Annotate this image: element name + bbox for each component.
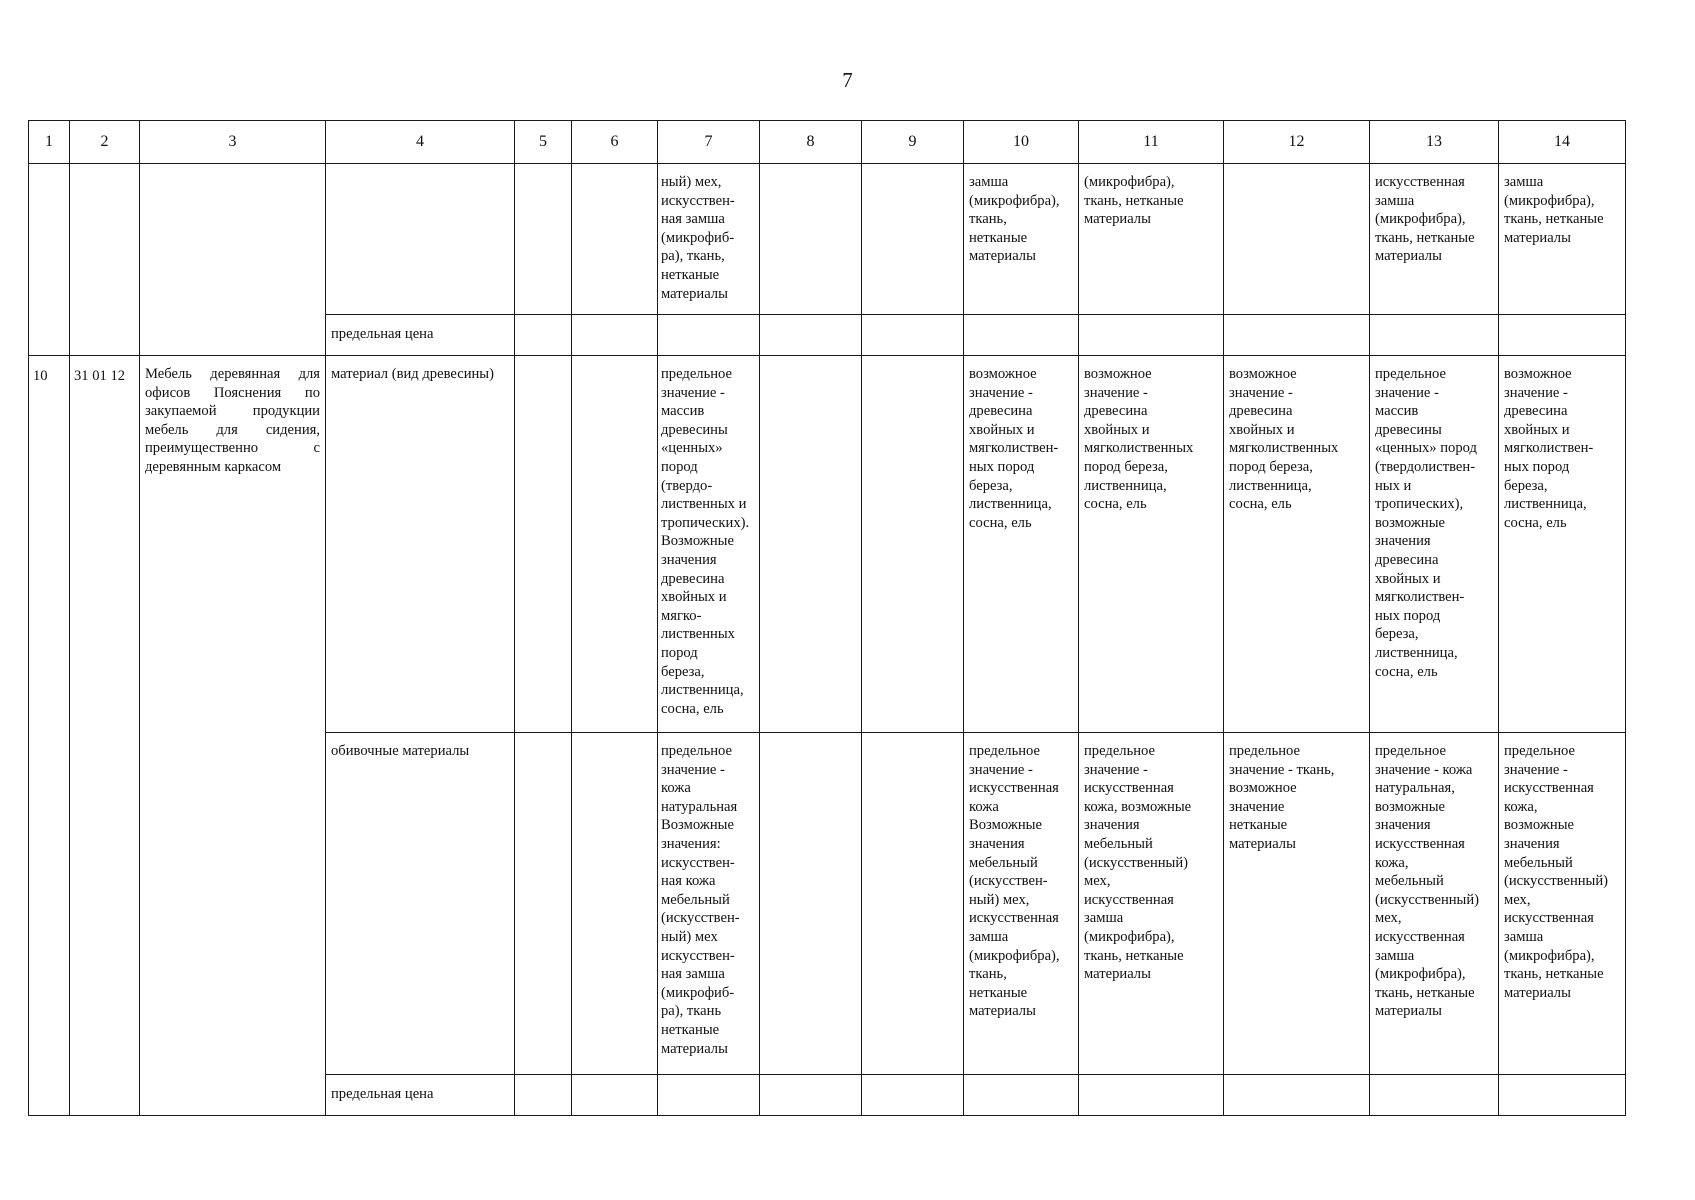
upholstery-value-col7: предельное значение - кожа натуральная Возможные значения: искусствен- ная кожа мебельный (искусствен- ный) мех искусствен- ная замша (микрофиб- ра), ткань нетканые материалы [661,743,740,1057]
material-cell-7 [658,356,760,733]
col-header-3: 3 [140,121,326,164]
material-value-col10: возможное значение - древесина хвойных и мягколиствен- ных пород береза, лиственница, сосна, ель [969,366,1059,531]
col-header-2: 2 [70,121,140,164]
upholstery-label: обивочные материалы [331,743,470,759]
cont-cell-8 [760,164,862,315]
upholstery-value-col11: предельное значение - искусственная кожа, возможные значения мебельный (искусственный) мех, искусственная замша (микрофибра), ткань, нетканые материалы [1084,743,1192,983]
col-header-8: 8 [760,121,862,164]
price-cell-13 [1370,1075,1499,1116]
material-value-col12: возможное значение - древесина хвойных и мягколиственных пород береза, лиственница, сосна, ель [1229,366,1339,513]
material-cell-9 [862,356,964,733]
requirements-table [28,120,1626,1116]
col-header-6: 6 [572,121,658,164]
col-header-11: 11 [1079,121,1224,164]
col-header-1: 1 [29,121,70,164]
cont-cell-9 [862,164,964,315]
upholstery-value-col10: предельное значение - искусственная кожа Возможные значения мебельный (искусствен- ный) мех, искусственная замша (микрофибра), ткань, нетканые материалы [969,743,1060,1020]
cont-price-cell-12 [1224,315,1370,356]
material-value-col14: возможное значение - древесина хвойных и мягколиствен- ных пород береза, лиственница, сосна, ель [1504,366,1594,531]
upholstery-cell-5 [515,733,572,1075]
cont-cell-6 [572,164,658,315]
material-cell-5 [515,356,572,733]
price-cell-11 [1079,1075,1224,1116]
cont-cell-4 [326,164,515,315]
upholstery-cell-9 [862,733,964,1075]
price-cell-9 [862,1075,964,1116]
cont-price-cell-11 [1079,315,1224,356]
item-10-num-cell [29,356,70,1116]
cont-price-cell-7 [658,315,760,356]
col-header-14: 14 [1499,121,1626,164]
price-cell-6 [572,1075,658,1116]
upholstery-cell-12 [1224,733,1370,1075]
cont-price-cell-10 [964,315,1079,356]
cont-price-cell-14 [1499,315,1626,356]
cont-cell-10 [964,164,1079,315]
material-cell-13 [1370,356,1499,733]
cont-price-cell-5 [515,315,572,356]
material-value-col13: предельное значение - массив древесины «ценных» пород (твердолиствен- ных и тропических), возможные значения древесина хвойных и мягколиствен- ных пород береза, лиственница, сосна, ель [1375,366,1477,680]
upholstery-cell-11 [1079,733,1224,1075]
upholstery-cell-14 [1499,733,1626,1075]
material-cell-8 [760,356,862,733]
cont-cell-2 [70,164,140,356]
cont-cell-1 [29,164,70,356]
upholstery-cell-7 [658,733,760,1075]
cont-price-cell-8 [760,315,862,356]
cont-cell-7 [658,164,760,315]
material-cell-12 [1224,356,1370,733]
cont-cell-13 [1370,164,1499,315]
upholstery-cell-13 [1370,733,1499,1075]
cont-price-label: предельная цена [331,326,434,342]
cont-price-cell [326,315,515,356]
upholstery-cell-10 [964,733,1079,1075]
upholstery-value-col13: предельное значение - кожа натуральная, возможные значения искусственная кожа, мебельный (искусственный) мех, искусственная замша (микрофибра), ткань, нетканые материалы [1375,743,1480,1020]
col-header-7: 7 [658,121,760,164]
price-cell-5 [515,1075,572,1116]
col-header-12: 12 [1224,121,1370,164]
cont-price-cell-9 [862,315,964,356]
col-header-5: 5 [515,121,572,164]
col-header-10: 10 [964,121,1079,164]
material-value-col11: возможное значение - древесина хвойных и мягколиственных пород береза, лиственница, сосна, ель [1084,366,1194,513]
price-cell-8 [760,1075,862,1116]
item-10-name-cell [140,356,326,1116]
col-header-4: 4 [326,121,515,164]
price-cell-14 [1499,1075,1626,1116]
item-10-price-cell [326,1075,515,1116]
cont-cell-14 [1499,164,1626,315]
material-cell-6 [572,356,658,733]
cont-value-col14: замша (микрофибра), ткань, нетканые материалы [1504,174,1604,246]
cont-price-cell-6 [572,315,658,356]
material-label-cell [326,356,515,733]
item-10-material-row [29,356,1626,733]
cont-cell-3 [140,164,326,356]
cont-value-col13: искусственная замша (микрофибра), ткань, нетканые материалы [1375,174,1475,265]
cont-cell-11 [1079,164,1224,315]
upholstery-label-cell [326,733,515,1075]
price-cell-7 [658,1075,760,1116]
continued-upholstery-row [29,164,1626,315]
cont-price-cell-13 [1370,315,1499,356]
material-label: материал (вид древесины) [331,366,494,382]
material-value-col7: предельное значение - массив древесины «ценных» пород (твердо- лиственных и тропических). Возможные значения древесина хвойных и мягко- лиственных пород береза, лиственница, сосна, ель [661,366,750,717]
item-number: 10 [33,368,48,384]
item-code: 31 01 12 [74,368,126,384]
column-number-row [29,121,1626,164]
cont-cell-5 [515,164,572,315]
cont-value-col11: (микрофибра), ткань, нетканые материалы [1084,174,1184,228]
page-number: 7 [842,68,853,92]
col-header-9: 9 [862,121,964,164]
material-cell-14 [1499,356,1626,733]
cont-value-col7: ный) мех, искусствен- ная замша (микрофиб- ра), ткань, нетканые материалы [661,174,735,302]
material-cell-11 [1079,356,1224,733]
price-cell-12 [1224,1075,1370,1116]
cont-value-col10: замша (микрофибра), ткань, нетканые материалы [969,174,1060,265]
upholstery-cell-8 [760,733,862,1075]
item-10-code-cell [70,356,140,1116]
item-10-price-label: предельная цена [331,1086,434,1102]
upholstery-value-col12: предельное значение - ткань, возможное значение нетканые материалы [1229,743,1335,852]
material-cell-10 [964,356,1079,733]
col-header-13: 13 [1370,121,1499,164]
cont-cell-12 [1224,164,1370,315]
item-name: Мебель деревянная для офисов Пояснения по закупаемой продукции мебель для сидения, преимущественно с деревянным каркасом [145,366,320,475]
price-cell-10 [964,1075,1079,1116]
upholstery-cell-6 [572,733,658,1075]
upholstery-value-col14: предельное значение - искусственная кожа, возможные значения мебельный (искусственный) мех, искусственная замша (микрофибра), ткань, нетканые материалы [1504,743,1609,1001]
